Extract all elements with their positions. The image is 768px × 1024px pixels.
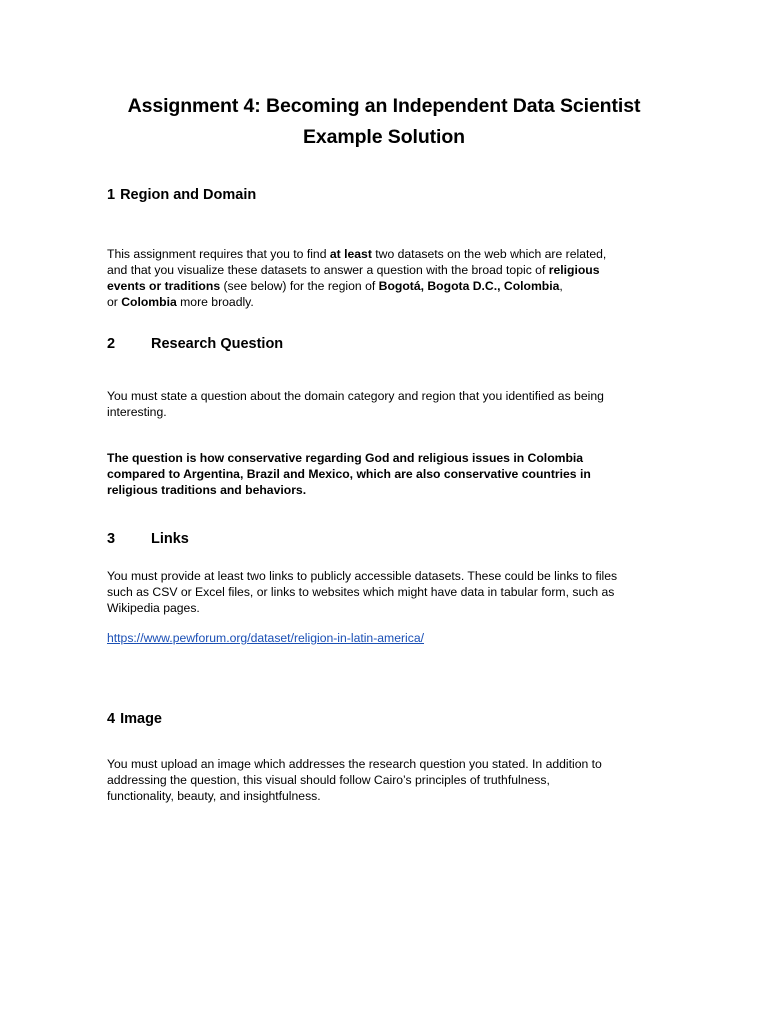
page-title [0,91,768,153]
text-line: You must provide at least two links to publicly accessible datasets. These could be links to files [107,569,618,583]
text-line-bold: The question is how conservative regarding God and religious issues in Colombia [107,451,584,465]
text-line: such as CSV or Excel files, or links to websites which might have data in tabular form, such as [107,585,615,599]
section-3-paragraph [107,568,667,616]
section-1-title: Region and Domain [120,187,257,203]
text-run-bold: at least [329,247,372,261]
text-run: more broadly. [176,295,254,309]
dataset-link[interactable]: https://www.pewforum.org/dataset/religion-in-latin-america/ [107,631,425,645]
section-1-number: 1 [107,187,116,203]
text-run: (see below) for the region of [220,279,379,293]
text-run-bold: religious [548,263,600,277]
section-3-number: 3 [107,531,116,547]
section-3-heading [107,529,189,549]
section-2-number: 2 [107,336,116,352]
text-run-bold: events or traditions [107,279,221,293]
dataset-link-line [107,630,667,646]
section-4-number: 4 [107,711,116,727]
research-question-answer [107,450,667,498]
section-3-title: Links [151,531,189,547]
text-line: addressing the question, this visual should follow Cairo’s principles of truthfulness, [107,773,550,787]
title-line-1: Assignment 4: Becoming an Independent Data Scientist [127,95,641,117]
title-line-2: Example Solution [302,126,465,148]
section-4-heading [107,709,162,729]
section-2-paragraph [107,388,667,420]
text-run-bold: Colombia [121,295,177,309]
text-line: You must upload an image which addresses the research question you stated. In addition to [107,757,602,771]
section-4-paragraph [107,756,667,804]
text-run-bold: Bogotá, Bogota D.C., Colombia [378,279,560,293]
text-line: You must state a question about the domain category and region that you identified as being [107,389,604,403]
text-run: two datasets on the web which are related, [371,247,607,261]
section-1-paragraph [107,246,667,310]
section-2-heading [107,334,283,354]
section-1-heading [107,185,256,205]
text-run: This assignment requires that you to find [107,247,330,261]
section-2-title: Research Question [151,336,284,352]
text-run: or [107,295,122,309]
text-line: interesting. [107,405,167,419]
text-line: functionality, beauty, and insightfulness. [107,789,321,803]
section-4-title: Image [120,711,162,727]
text-run: and that you visualize these datasets to answer a question with the broad topic of [107,263,549,277]
text-line-bold: compared to Argentina, Brazil and Mexico, which are also conservative countries in [107,467,591,481]
text-run: , [559,279,563,293]
text-line-bold: religious traditions and behaviors. [107,483,307,497]
text-line: Wikipedia pages. [107,601,200,615]
